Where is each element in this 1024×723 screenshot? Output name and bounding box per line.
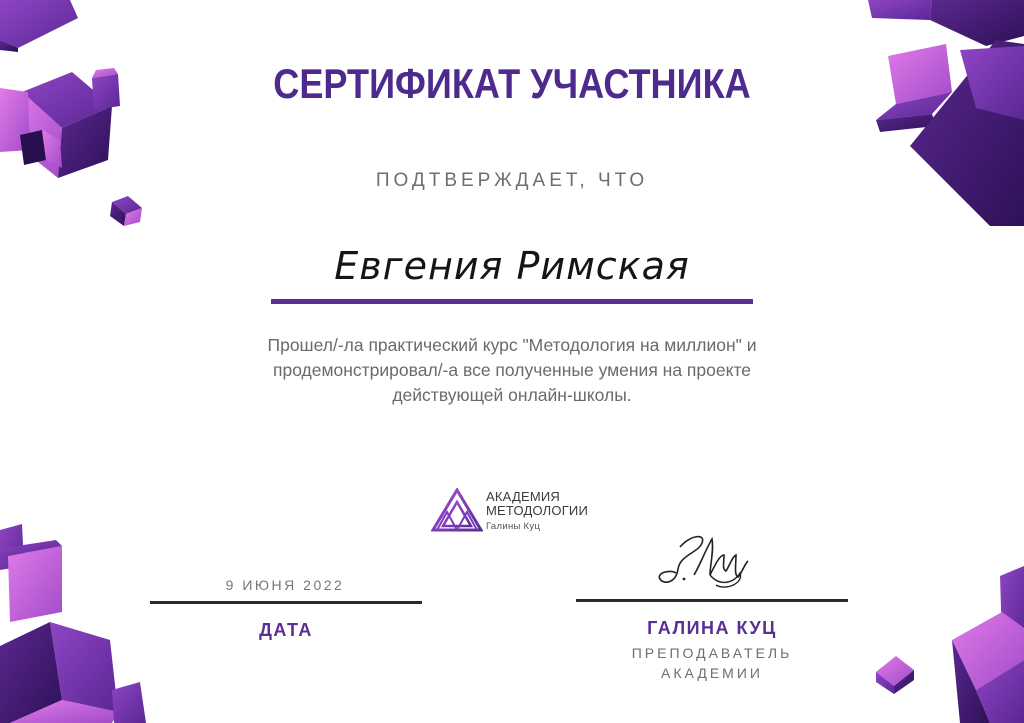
logo-text-line: АКАДЕМИЯ — [486, 489, 560, 504]
name-underline — [271, 299, 753, 304]
certificate-title: СЕРТИФИКАТ УЧАСТНИКА — [273, 60, 751, 107]
date-label: ДАТА — [259, 620, 313, 640]
cube-small-right — [876, 656, 914, 694]
signatory-name: ГАЛИНА КУЦ — [647, 618, 777, 638]
cube-bottom-right-2 — [952, 612, 1024, 723]
cube-bottom-right-1 — [1000, 566, 1024, 640]
cube-small-left — [110, 196, 142, 226]
cube-top-left-3 — [0, 88, 30, 152]
date-line — [150, 601, 422, 604]
cube-bottom-left-4 — [112, 682, 146, 723]
handwritten-signature — [650, 525, 760, 595]
academy-triangle-logo-icon — [431, 488, 483, 532]
date-value: 9 ИЮНЯ 2022 — [225, 577, 345, 593]
cube-top-right-1 — [868, 0, 1024, 46]
role-line: ПРЕПОДАВАТЕЛЬ — [631, 645, 793, 661]
academy-logo — [431, 488, 601, 536]
description-line: продемонстрировал/-а все полученные умения на проекте — [272, 360, 751, 380]
cube-top-left-5 — [20, 130, 62, 168]
description-line: Прошел/-ла практический курс "Методология на миллион" и — [267, 335, 757, 355]
cube-bottom-left-3 — [0, 622, 118, 723]
description-line: действующей онлайн-школы. — [392, 385, 632, 405]
cube-bottom-left-2 — [4, 540, 62, 622]
recipient-name: Евгения Римская — [334, 244, 690, 288]
confirms-text: ПОДТВЕРЖДАЕТ, ЧТО — [375, 170, 649, 191]
cube-bottom-left-1 — [0, 524, 24, 570]
logo-text-line: МЕТОДОЛОГИИ — [486, 503, 589, 518]
logo-subtitle: Галины Куц — [486, 521, 541, 532]
signature-line — [576, 599, 848, 602]
role-line: АКАДЕМИИ — [661, 665, 763, 681]
cube-top-left-1 — [0, 0, 78, 52]
signatory-role — [576, 643, 848, 683]
course-description — [212, 333, 812, 408]
